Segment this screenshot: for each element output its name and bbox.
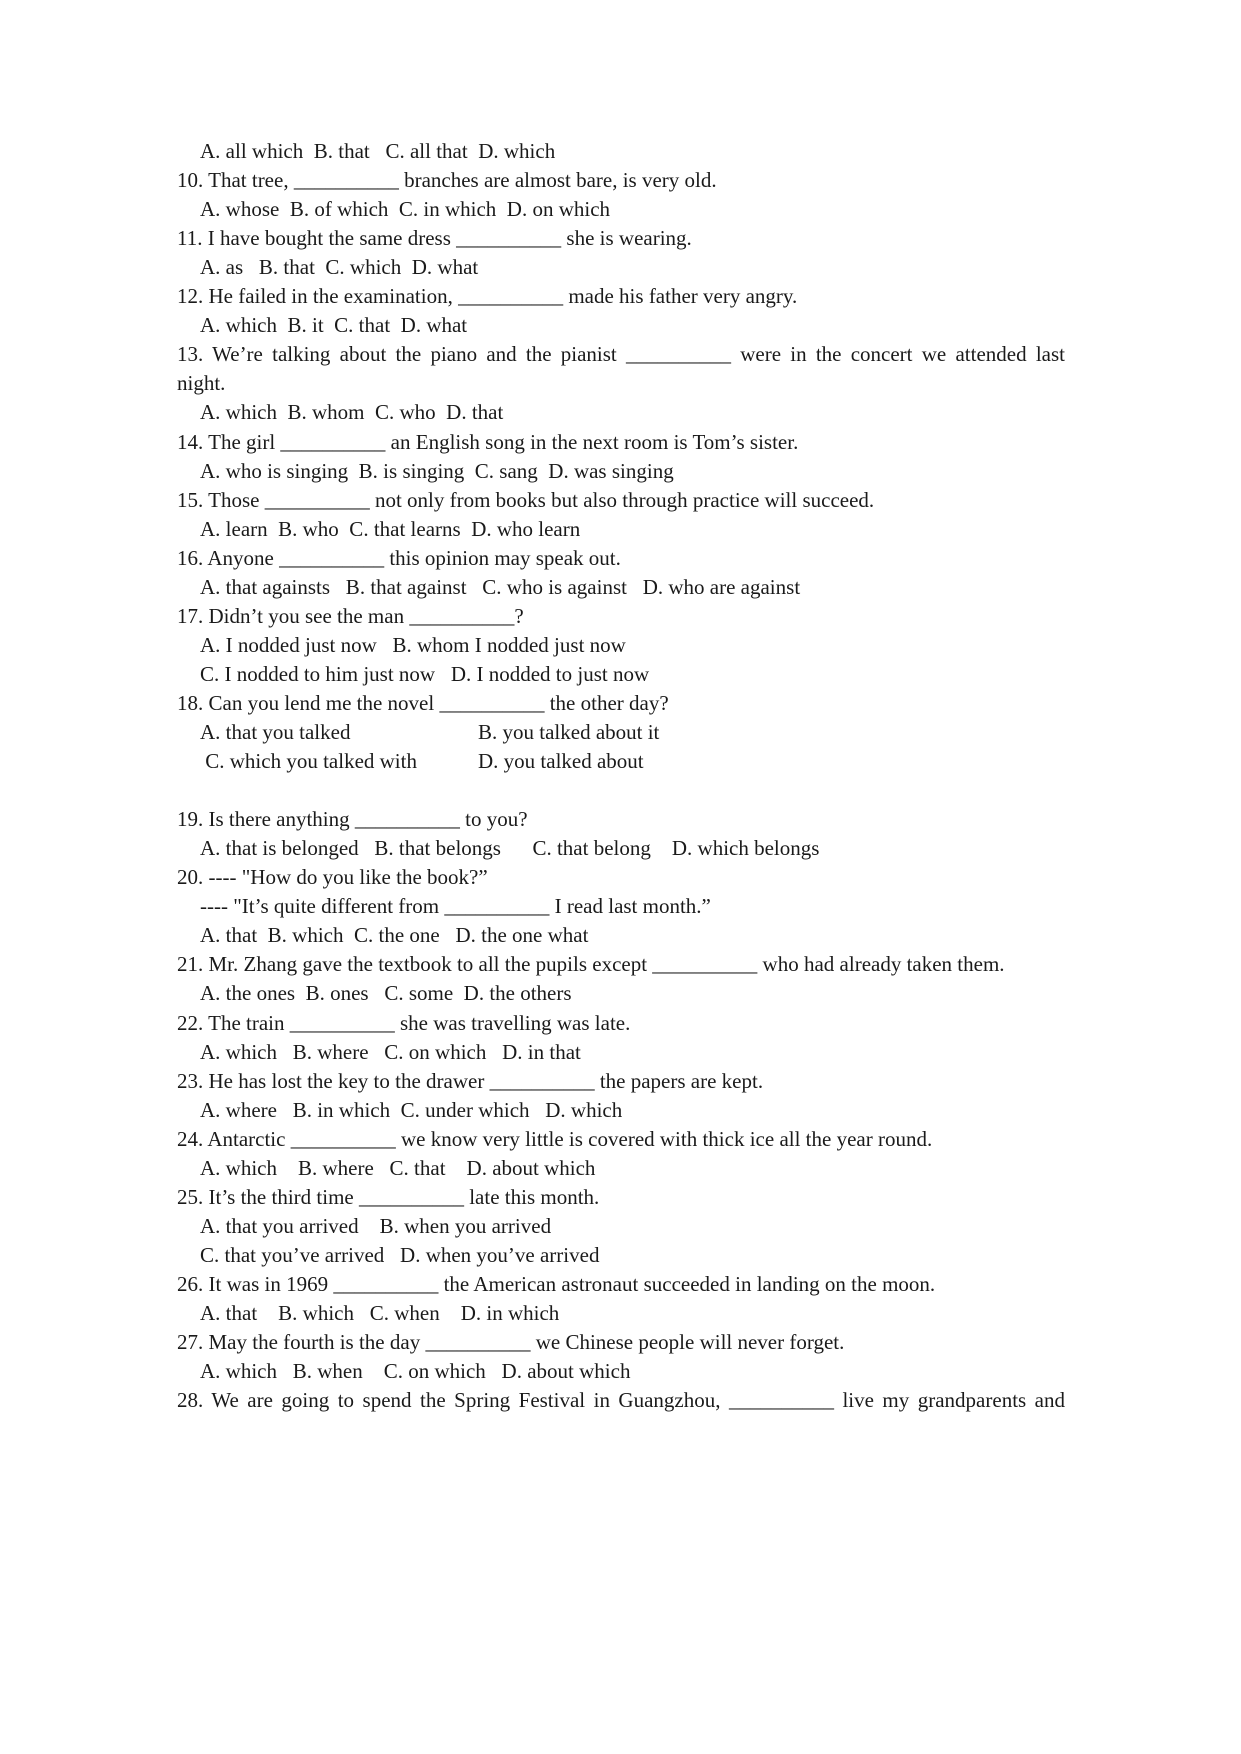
question-line: night. xyxy=(177,371,226,395)
option-left: C. which you talked with xyxy=(200,749,417,773)
options-line: A. I nodded just now B. whom I nodded just now xyxy=(200,633,626,657)
options-line: A. that is belonged B. that belongs C. that belong D. which belongs xyxy=(200,836,820,860)
option-left: A. that you talked xyxy=(200,720,351,744)
question-line: 10. That tree, __________ branches are almost bare, is very old. xyxy=(177,168,717,192)
options-line: C. I nodded to him just now D. I nodded to just now xyxy=(200,662,650,686)
question-line: 15. Those __________ not only from books but also through practice will succeed. xyxy=(177,488,875,512)
question-line: 26. It was in 1969 __________ the American astronaut succeeded in landing on the moon. xyxy=(177,1272,936,1296)
option-right: D. you talked about xyxy=(478,749,644,773)
options-line: A. as B. that C. which D. what xyxy=(200,255,479,279)
question-line: 16. Anyone __________ this opinion may speak out. xyxy=(177,546,621,570)
options-line xyxy=(200,716,1080,748)
options-line: A. who is singing B. is singing C. sang D. was singing xyxy=(200,459,674,483)
option-right: B. you talked about it xyxy=(478,720,660,744)
options-line: A. which B. where C. that D. about which xyxy=(200,1156,596,1180)
options-line: A. all which B. that C. all that D. which xyxy=(200,139,556,163)
question-line: 28. We are going to spend the Spring Festival in Guangzhou, __________ live my grandparents and xyxy=(177,1388,1065,1412)
question-line: 22. The train __________ she was travelling was late. xyxy=(177,1011,631,1035)
question-line: 20. ---- "How do you like the book?” xyxy=(177,865,488,889)
blank-line xyxy=(177,774,1057,806)
options-line: C. that you’ve arrived D. when you’ve arrived xyxy=(200,1243,600,1267)
question-line: 14. The girl __________ an English song in the next room is Tom’s sister. xyxy=(177,430,799,454)
options-line: ---- "It’s quite different from __________ I read last month.” xyxy=(200,894,711,918)
options-line: A. that B. which C. the one D. the one what xyxy=(200,923,589,947)
options-line: A. where B. in which C. under which D. which xyxy=(200,1098,623,1122)
options-line: A. which B. it C. that D. what xyxy=(200,313,468,337)
question-line: 11. I have bought the same dress __________ she is wearing. xyxy=(177,226,692,250)
options-line: A. that B. which C. when D. in which xyxy=(200,1301,560,1325)
question-line: 21. Mr. Zhang gave the textbook to all the pupils except __________ who had already taken them. xyxy=(177,952,1005,976)
question-line: 27. May the fourth is the day __________ we Chinese people will never forget. xyxy=(177,1330,845,1354)
options-line xyxy=(200,745,1080,777)
question-line: 23. He has lost the key to the drawer __________ the papers are kept. xyxy=(177,1069,764,1093)
options-line: A. that you arrived B. when you arrived xyxy=(200,1214,552,1238)
options-line: A. whose B. of which C. in which D. on which xyxy=(200,197,611,221)
options-line: A. which B. whom C. who D. that xyxy=(200,400,504,424)
options-line: A. the ones B. ones C. some D. the others xyxy=(200,981,572,1005)
question-line: 19. Is there anything __________ to you? xyxy=(177,807,528,831)
question-line: 18. Can you lend me the novel __________ the other day? xyxy=(177,691,669,715)
question-line: 13. We’re talking about the piano and the pianist __________ were in the concert we attended last xyxy=(177,342,1065,366)
options-line: A. that againsts B. that against C. who is against D. who are against xyxy=(200,575,801,599)
options-line: A. which B. where C. on which D. in that xyxy=(200,1040,581,1064)
options-line: A. learn B. who C. that learns D. who learn xyxy=(200,517,581,541)
question-line: 17. Didn’t you see the man __________? xyxy=(177,604,524,628)
question-line: 24. Antarctic __________ we know very little is covered with thick ice all the year round. xyxy=(177,1127,933,1151)
question-line: 12. He failed in the examination, __________ made his father very angry. xyxy=(177,284,798,308)
question-line: 25. It’s the third time __________ late this month. xyxy=(177,1185,600,1209)
options-line: A. which B. when C. on which D. about which xyxy=(200,1359,631,1383)
